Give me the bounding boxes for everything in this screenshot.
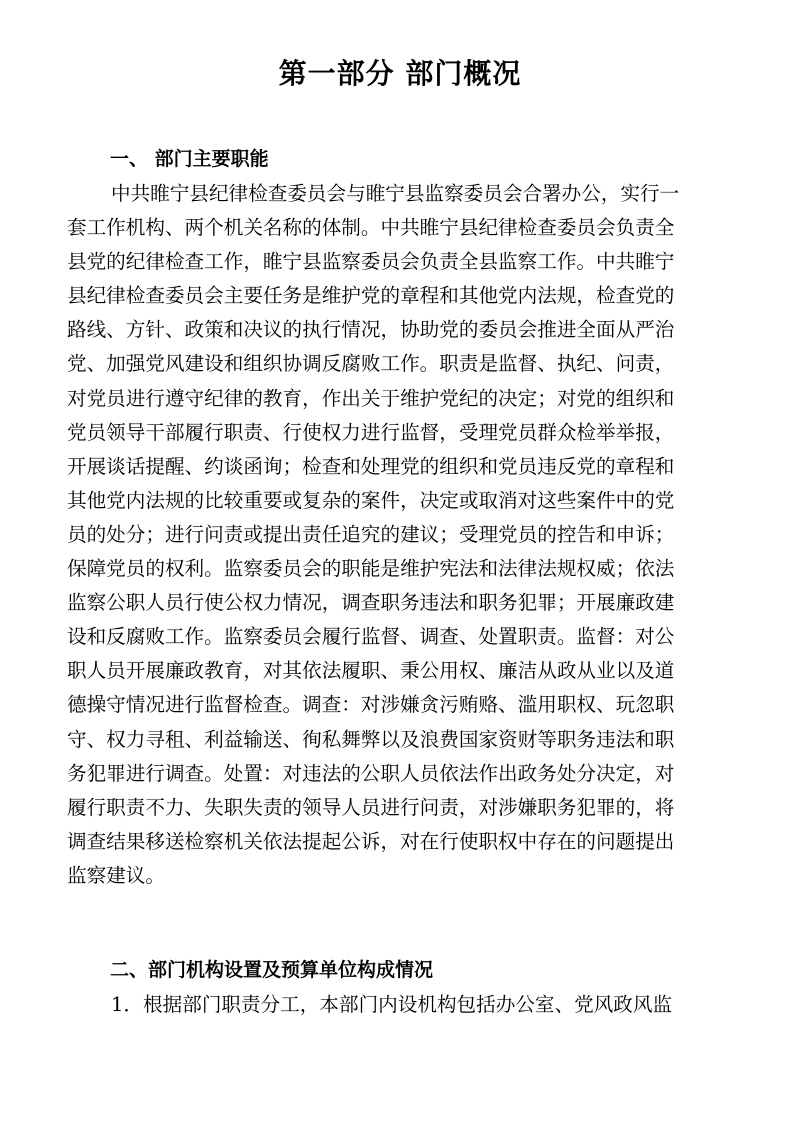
paragraph-line: 守、权力寻租、利益输送、徇私舞弊以及浪费国家资财等职务违法和职 <box>67 727 675 751</box>
paragraph-line: 调查结果移送检察机关依法提起公诉，对在行使职权中存在的问题提出 <box>67 829 675 853</box>
section-body-main-functions <box>67 177 747 893</box>
paragraph-line: 监察公职人员行使公权力情况，调查职务违法和职务犯罪；开展廉政建 <box>67 591 675 615</box>
paragraph-line: 党员领导干部履行职责、行使权力进行监督，受理党员群众检举举报， <box>67 420 675 444</box>
paragraph-line: 职人员开展廉政教育，对其依法履职、秉公用权、廉洁从政从业以及道 <box>67 659 675 683</box>
paragraph-line: 党、加强党风建设和组织协调反腐败工作。职责是监督、执纪、问责， <box>67 352 675 376</box>
paragraph-line: 务犯罪进行调查。处置：对违法的公职人员依法作出政务处分决定，对 <box>67 761 675 785</box>
paragraph-line: 其他党内法规的比较重要或复杂的案件，决定或取消对这些案件中的党 <box>67 488 675 512</box>
paragraph-line: 县党的纪律检查工作，睢宁县监察委员会负责全县监察工作。中共睢宁 <box>67 250 675 274</box>
paragraph-line: 套工作机构、两个机关名称的体制。中共睢宁县纪律检查委员会负责全 <box>67 216 675 240</box>
paragraph-line: 对党员进行遵守纪律的教育，作出关于维护党纪的决定；对党的组织和 <box>67 386 675 410</box>
paragraph-line: 履行职责不力、失职失责的领导人员进行问责，对涉嫌职务犯罪的，将 <box>67 795 675 819</box>
paragraph-line: 监察建议。 <box>67 863 165 887</box>
page-title: 第一部分 部门概况 <box>278 57 522 90</box>
paragraph-line: 路线、方针、政策和决议的执行情况，协助党的委员会推进全面从严治 <box>67 318 675 342</box>
paragraph-line: 中共睢宁县纪律检查委员会与睢宁县监察委员会合署办公，实行一 <box>111 182 680 205</box>
paragraph-line: 开展谈话提醒、约谈函询；检查和处理党的组织和党员违反党的章程和 <box>67 454 675 478</box>
paragraph-line-organization: 1．根据部门职责分工，本部门内设机构包括办公室、党风政风监 <box>111 993 673 1016</box>
paragraph-line: 保障党员的权利。监察委员会的职能是维护宪法和法律法规权威；依法 <box>67 557 675 581</box>
section-heading-organization: 二、部门机构设置及预算单位构成情况 <box>110 959 434 981</box>
section-heading-main-functions: 一、 部门主要职能 <box>110 148 269 170</box>
paragraph-line: 德操守情况进行监督检查。调查：对涉嫌贪污贿赂、滥用职权、玩忽职 <box>67 693 675 717</box>
paragraph-line: 设和反腐败工作。监察委员会履行监督、调查、处置职责。监督：对公 <box>67 625 675 649</box>
paragraph-line: 员的处分；进行问责或提出责任追究的建议；受理党员的控告和申诉； <box>67 522 675 546</box>
paragraph-line: 县纪律检查委员会主要任务是维护党的章程和其他党内法规，检查党的 <box>67 284 675 308</box>
